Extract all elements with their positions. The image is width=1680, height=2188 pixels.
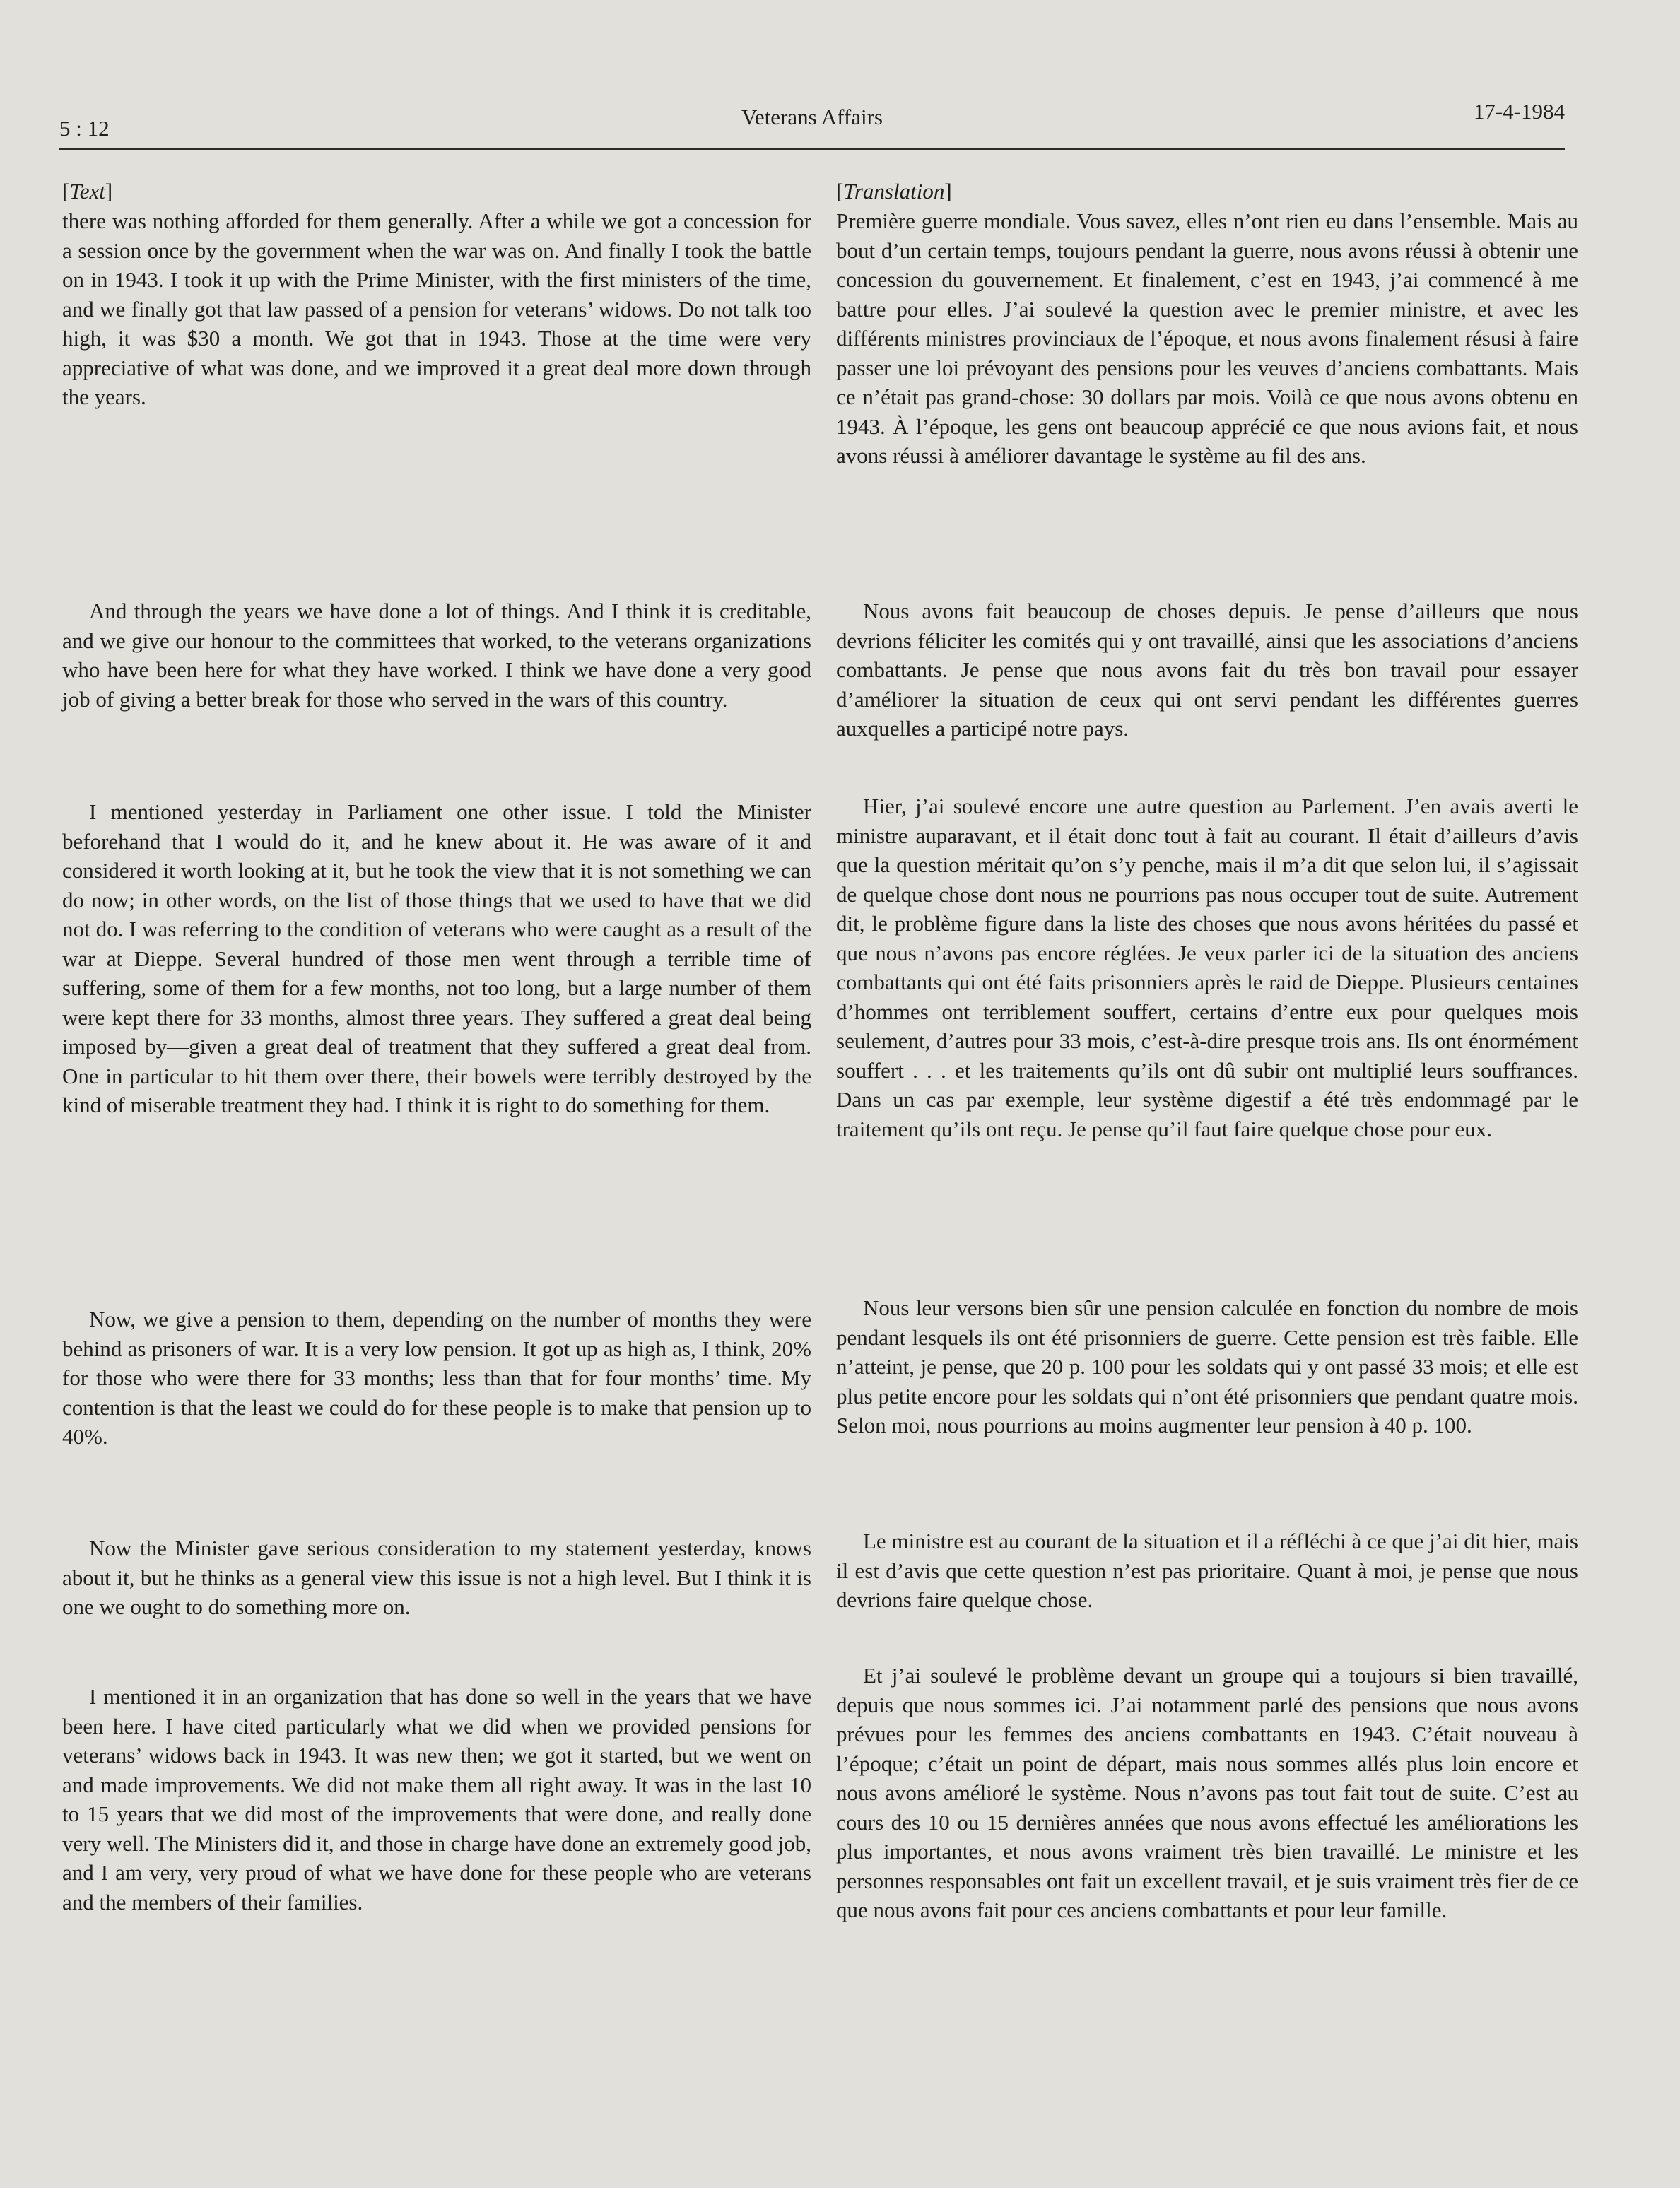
french-paragraph-5: Le ministre est au courant de la situation et il a réfléchi à ce que j’ai dit hier, mais il est d’avis que cette question n’est pas prioritaire. Quant à moi, je pense que nous devrions faire quelque chose. — [836, 1529, 1578, 1612]
english-paragraph-3: I mentioned yesterday in Parliament one other issue. I told the Minister beforehand that I would do it, and he knew about it. He was aware of it and considered it worth looking at it, but he took the view that it is not something we can do now; in other words, on the list of those things that we used to have that we did not do. I was referring to the condition of veterans who were caught as a result of the war at Dieppe. Several hundred of those men went through a terrible time of suffering, some of them for a few months, not too long, but a large number of them were kept there for 33 months, almost three years. They suffered a great deal being imposed by—given a great deal of treatment that they suffered a great deal from. One in particular to hit them over there, their bowels were terribly destroyed by the kind of miserable treatment they had. I think it is right to do something for them. — [62, 799, 811, 1117]
french-paragraph-2: Nous avons fait beaucoup de choses depuis. Je pense d’ailleurs que nous devrions féliciter les comités qui y ont travaillé, ainsi que les associations d’anciens combattants. Je pense que nous avons fait du très bon travail pour essayer d’améliorer la situation de ceux qui ont servi pendant les différentes guerres auxquelles a participé notre pays. — [836, 599, 1578, 741]
french-paragraph-4: Nous leur versons bien sûr une pension calculée en fonction du nombre de mois pendant lesquels ils ont été prisonniers de guerre. Cette pension est très faible. Elle n’atteint, je pense, que 20 p. 100 pour les soldats qui y ont passé 33 mois; et elle est plus petite encore pour les soldats qui n’ont été prisonniers que pendant quatre mois. Selon moi, nous pourrions au moins augmenter leur pension à 40 p. 100. — [836, 1295, 1578, 1437]
french-paragraph-3: Hier, j’ai soulevé encore une autre question au Parlement. J’en avais averti le ministre auparavant, et il était donc tout à fait au courant. Il était d’ailleurs d’avis que la question méritait qu’on s’y penche, mais il m’a dit que selon lui, il s’agissait de quelque chose dont nous ne pourrions pas nous occuper tout de suite. Autrement dit, le problème figure dans la liste des choses que nous avons héritées du passé et que nous n’avons pas encore réglées. Je veux parler ici de la situation des anciens combattants qui ont été faits prisonniers après le raid de Dieppe. Plusieurs centaines d’hommes ont terriblement souffert, certains d’entre eux pour quelques mois seulement, d’autres pour 33 mois, c’est-à-dire presque trois ans. Ils ont énormément souffert . . . et les traitements qu’ils ont dû subir ont multiplié leurs souffrances. Dans un cas par exemple, leur système digestif a été très endommagé par le traitement qu’ils ont reçu. Je pense qu’il faut faire quelque chose pour eux. — [836, 794, 1578, 1141]
english-column — [62, 177, 811, 1914]
french-paragraph-6: Et j’ai soulevé le problème devant un groupe qui a toujours si bien travaillé, depuis que nous sommes ici. J’ai notamment parlé des pensions que nous avons prévues pour les femmes des anciens combattants en 1943. C’était nouveau à l’époque; c’était un point de départ, mais nous sommes allés plus loin encore et nous avons amélioré le système. Nous n’avons pas tout fait tout de suite. C’est au cours des 10 ou 15 dernières années que nous avons effectué les améliorations les plus importantes, et nous avons vraiment très bien travaillé. Le ministre et les personnes responsables ont fait un excellent travail, et je suis vraiment très fier de ce que nous avons fait pour ces anciens combattants et pour leur famille. — [836, 1663, 1578, 1922]
page-number: 5 : 12 — [59, 116, 110, 141]
translation-label: [Translation] — [836, 179, 952, 204]
english-paragraph-5: Now the Minister gave serious consideration to my statement yesterday, knows about it, but he thinks as a general view this issue is not a high level. But I think it is one we ought to do something more on. — [62, 1536, 811, 1619]
french-column — [836, 177, 1578, 1922]
page-date: 17-4-1984 — [1473, 99, 1565, 124]
page-header — [59, 99, 1565, 150]
running-title: Veterans Affairs — [741, 105, 883, 129]
french-paragraph-1: Première guerre mondiale. Vous savez, elles n’ont rien eu dans l’ensemble. Mais au bout d’un certain temps, toujours pendant la guerre, nous avons réussi à obtenir une concession du gouvernement. Et finalement, c’est en 1943, j’ai commencé à me battre pour elles. J’ai soulevé la question avec le premier ministre, et avec les différents ministres provinciaux de l’époque, et nous avons finalement résusi à faire passer une loi prévoyant des pensions pour les veuves d’anciens combattants. Mais ce n’était pas grand-chose: 30 dollars par mois. Voilà ce que nous avons obtenu en 1943. À l’époque, les gens ont beaucoup apprécié ce que nous avions fait, et nous avons réussi à améliorer davantage le système au fil des ans. — [836, 208, 1578, 468]
english-paragraph-2: And through the years we have done a lot of things. And I think it is creditable, and we give our honour to the committees that worked, to the veterans organizations who have been here for what they have worked. I think we have done a very good job of giving a better break for those who served in the wars of this country. — [62, 599, 811, 712]
english-paragraph-4: Now, we give a pension to them, depending on the number of months they were behind as prisoners of war. It is a very low pension. It got up as high as, I think, 20% for those who were there for 33 months; less than that for four months’ time. My contention is that the least we could do for these people is to make that pension up to 40%. — [62, 1307, 811, 1449]
text-label: [Text] — [62, 179, 113, 204]
english-paragraph-6: I mentioned it in an organization that has done so well in the years that we have been here. I have cited particularly what we did when we provided pensions for veterans’ widows back in 1943. It was new then; we got it started, but we went on and made improvements. We did not make them all right away. It was in the last 10 to 15 years that we did most of the improvements that were done, and really done very well. The Ministers did it, and those in charge have done an extremely good job, and I am very, very proud of what we have done for these people who are veterans and the members of their families. — [62, 1684, 811, 1914]
english-paragraph-1: there was nothing afforded for them generally. After a while we got a concession for a session once by the government when the war was on. And finally I took the battle on in 1943. I took it up with the Prime Minister, with the first ministers of the time, and we finally got that law passed of a pension for veterans’ widows. Do not talk too high, it was $30 a month. We got that in 1943. Those at the time were very appreciative of what was done, and we improved it a great deal more down through the years. — [62, 208, 811, 409]
